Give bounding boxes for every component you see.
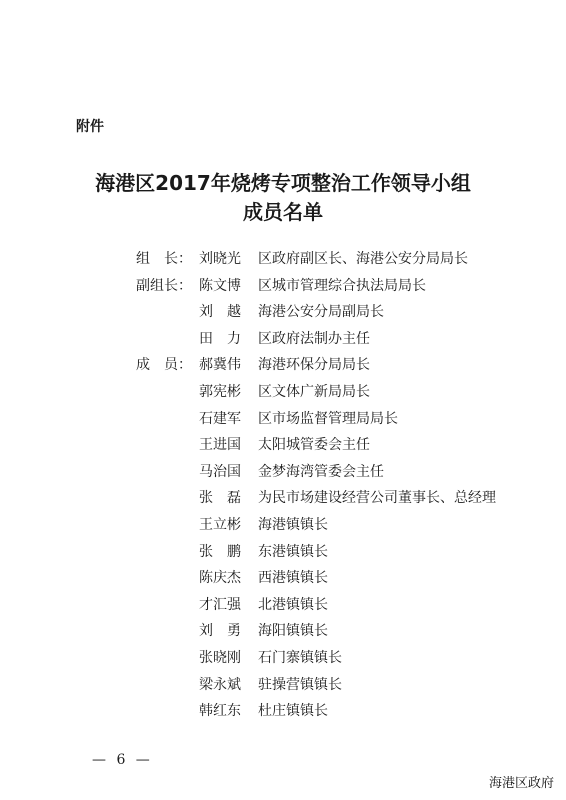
member-role: 副组长： (136, 277, 192, 294)
member-position: 西港镇镇长 (258, 570, 328, 587)
member-row (0, 432, 566, 458)
page-number: — 6 — (92, 752, 153, 768)
member-name: 王进国 (199, 437, 241, 454)
member-name: 张晓刚 (199, 650, 241, 666)
member-name: 刘 越 (199, 304, 241, 321)
member-name: 郭宪彬 (199, 384, 241, 400)
member-name: 张 鹏 (199, 543, 241, 560)
member-position: 海港镇镇长 (258, 517, 328, 533)
member-name: 陈文博 (199, 277, 241, 294)
member-row (0, 246, 566, 272)
member-name: 才汇强 (199, 596, 241, 613)
member-name: 刘 勇 (199, 623, 241, 640)
member-position: 海港公安分局副局长 (258, 304, 384, 321)
attachment-label: 附件 (76, 119, 104, 135)
member-name: 石建军 (199, 410, 241, 427)
member-position: 区文体广新局局长 (258, 384, 370, 400)
member-row (0, 618, 566, 644)
member-name: 张 磊 (199, 490, 241, 507)
member-position: 北港镇镇长 (258, 596, 328, 613)
member-name: 梁永斌 (199, 676, 241, 693)
member-name: 陈庆杰 (199, 570, 241, 587)
member-role: 成 员： (136, 357, 192, 374)
member-position: 为民市场建设经营公司董事长、总经理 (258, 490, 496, 507)
member-position: 石门寨镇镇长 (258, 650, 342, 666)
member-row (0, 698, 566, 724)
member-row (0, 459, 566, 485)
member-name: 韩红东 (199, 703, 241, 720)
member-row (0, 379, 566, 405)
member-row (0, 592, 566, 618)
member-name: 郝冀伟 (199, 357, 241, 374)
member-row (0, 406, 566, 432)
member-row (0, 299, 566, 325)
member-position: 金梦海湾管委会主任 (258, 463, 384, 480)
member-position: 驻操营镇镇长 (258, 676, 342, 693)
document-title-line-1: 海港区2017年烧烤专项整治工作领导小组 (95, 171, 471, 195)
member-position: 区政府副区长、海港公安分局局长 (258, 251, 468, 267)
member-name: 刘晓光 (199, 251, 241, 267)
member-name: 田 力 (199, 330, 241, 347)
watermark-text: 海港区政府 (488, 776, 554, 791)
member-row (0, 645, 566, 671)
document-title-line-2: 成员名单 (243, 200, 323, 224)
member-position: 海阳镇镇长 (258, 623, 328, 640)
member-position: 东港镇镇长 (258, 543, 328, 560)
member-row (0, 485, 566, 511)
member-name: 马治国 (199, 463, 241, 480)
member-role: 组 长： (136, 251, 192, 267)
member-name: 王立彬 (199, 517, 241, 533)
member-position: 区城市管理综合执法局局长 (258, 277, 426, 294)
member-row (0, 512, 566, 538)
member-row (0, 539, 566, 565)
member-position: 太阳城管委会主任 (258, 437, 370, 454)
member-position: 杜庄镇镇长 (258, 703, 328, 720)
member-position: 区政府法制办主任 (258, 330, 370, 347)
member-row (0, 565, 566, 591)
member-position: 区市场监督管理局局长 (258, 410, 398, 427)
member-row (0, 352, 566, 378)
member-position: 海港环保分局局长 (258, 357, 370, 374)
member-row (0, 273, 566, 299)
member-row (0, 672, 566, 698)
member-row (0, 326, 566, 352)
